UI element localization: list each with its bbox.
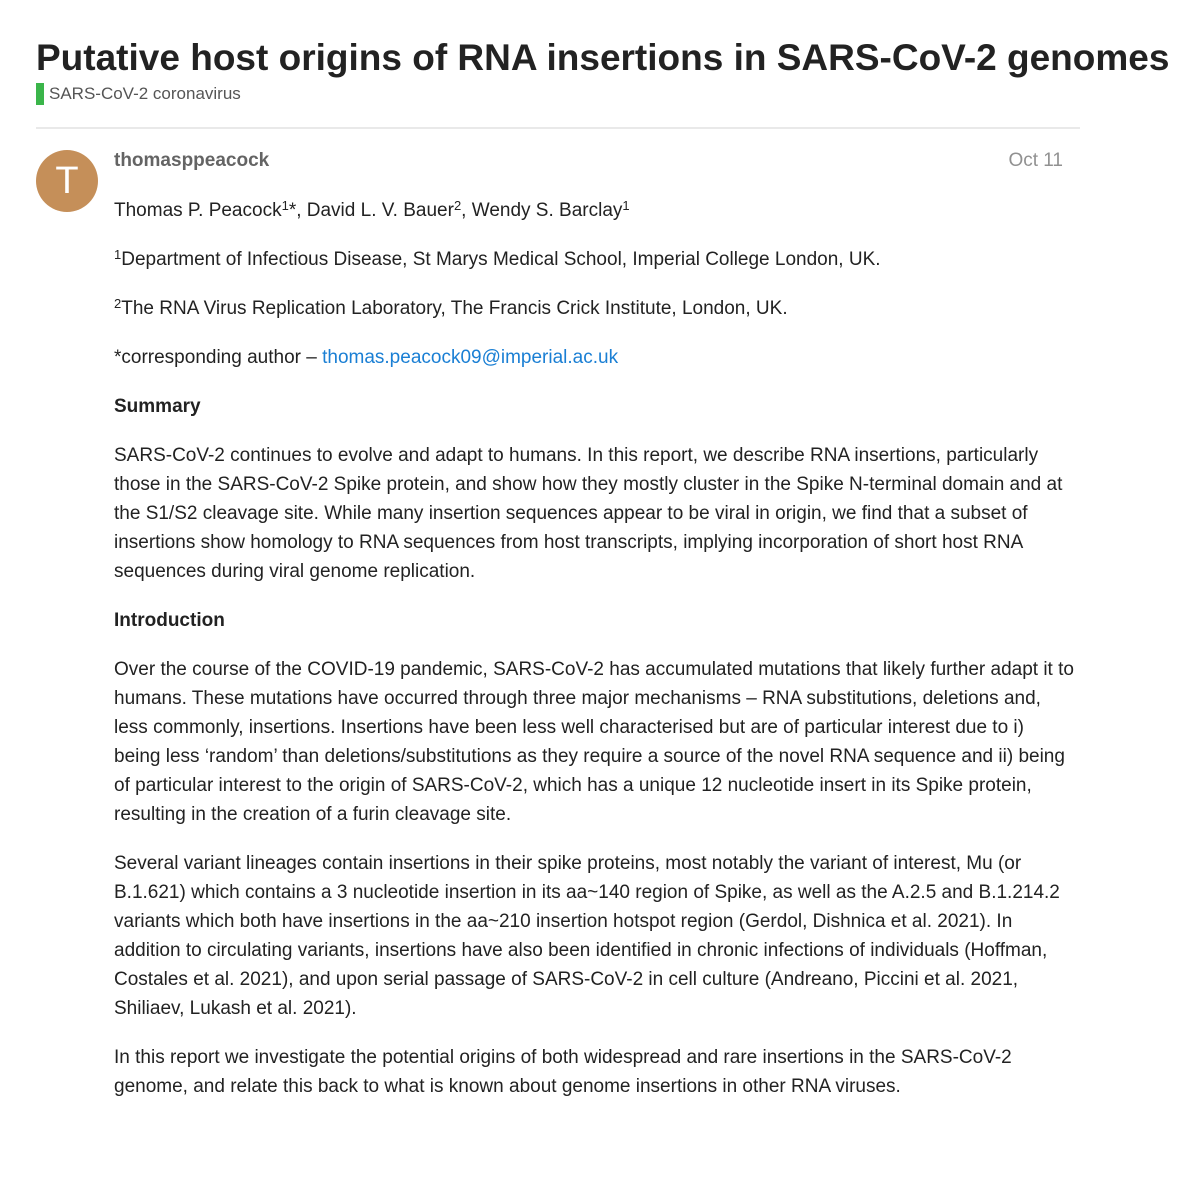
author-name: Thomas P. Peacock [114,200,282,221]
author-name: David L. V. Bauer [306,200,454,221]
corresponding-author-label: *corresponding author – [114,347,323,368]
introduction-heading: Introduction [114,610,225,631]
affiliation-number: 2 [114,296,122,311]
introduction-paragraph: Several variant lineages contain insertions in their spike proteins, most notably the variant of interest, Mu (or B.1.621) which contains a 3 nucleotide insertion in its aa~140 region of Spike, as well as the A.2.5 and B.1.214.2 variants which both have insertions in the aa~210 insertion hotspot region (Gerdol, Dishnica et al. 2021). In addition to circulating variants, insertions have also been identified in chronic infections of individuals (Hoffman, Costales et al. 2021), and upon serial passage of SARS-CoV-2 in cell culture (Andreano, Piccini et al. 2021, Shiliaev, Lukash et al. 2021). [114,853,1060,1019]
affiliation-number: 1 [114,247,122,262]
affiliation-line [114,245,1074,274]
post-username[interactable]: thomasppeacock [114,150,270,171]
author-list [114,196,1074,225]
affiliation-text: Department of Infectious Disease, St Marys Medical School, Imperial College London, UK. [121,249,881,270]
category-color-swatch [36,83,44,105]
author-separator: , [461,200,472,221]
topic-title[interactable]: Putative host origins of RNA insertions in SARS-CoV-2 genomes [36,37,1170,78]
introduction-paragraph: In this report we investigate the potential origins of both widespread and rare insertions in the SARS-CoV-2 genome, and relate this back to what is known about genome insertions in other RNA viruses. [114,1047,1012,1097]
post-date[interactable]: Oct 11 [1008,150,1063,171]
author-affiliation-number: 1 [622,198,630,213]
topic-header [36,36,1170,105]
author-affiliation-number: 1 [281,198,289,213]
affiliation-text: The RNA Virus Replication Laboratory, The Francis Crick Institute, London, UK. [121,298,788,319]
summary-heading: Summary [114,396,201,417]
author-affiliation-number: 2 [453,198,462,213]
category-badge[interactable] [36,83,1156,105]
introduction-paragraph: Over the course of the COVID-19 pandemic, SARS-CoV-2 has accumulated mutations that likely further adapt it to humans. These mutations have occurred through three major mechanisms – RNA substitutions, deletions and, less commonly, insertions. Insertions have been less well characterised but are of particular interest due to i) being less ‘random’ than deletions/substitutions as they require a source of the novel RNA sequence and ii) being of particular interest to the origin of SARS-CoV-2, which has a unique 12 nucleotide insert in its Spike protein, resulting in the creation of a furin cleavage site. [114,659,1074,825]
avatar[interactable]: T [36,150,98,212]
summary-paragraph: SARS-CoV-2 continues to evolve and adapt to humans. In this report, we describe RNA insertions, particularly those in the SARS-CoV-2 Spike protein, and show how they mostly cluster in the Spike N-terminal domain and at the S1/S2 cleavage site. While many insertion sequences appear to be viral in origin, we find that a subset of insertions show homology to RNA sequences from host transcripts, implying incorporation of short host RNA sequences during viral genome replication. [114,445,1063,582]
corresponding-email-link[interactable]: thomas.peacock09@imperial.ac.uk [322,347,619,368]
category-name[interactable]: SARS-CoV-2 coronavirus [49,84,241,103]
header-divider [36,127,1080,129]
author-name: Wendy S. Barclay [471,200,623,221]
post-body [114,196,1074,1121]
corresponding-author-line [114,343,1074,372]
author-separator: *, [288,200,307,221]
affiliation-line [114,294,1074,323]
